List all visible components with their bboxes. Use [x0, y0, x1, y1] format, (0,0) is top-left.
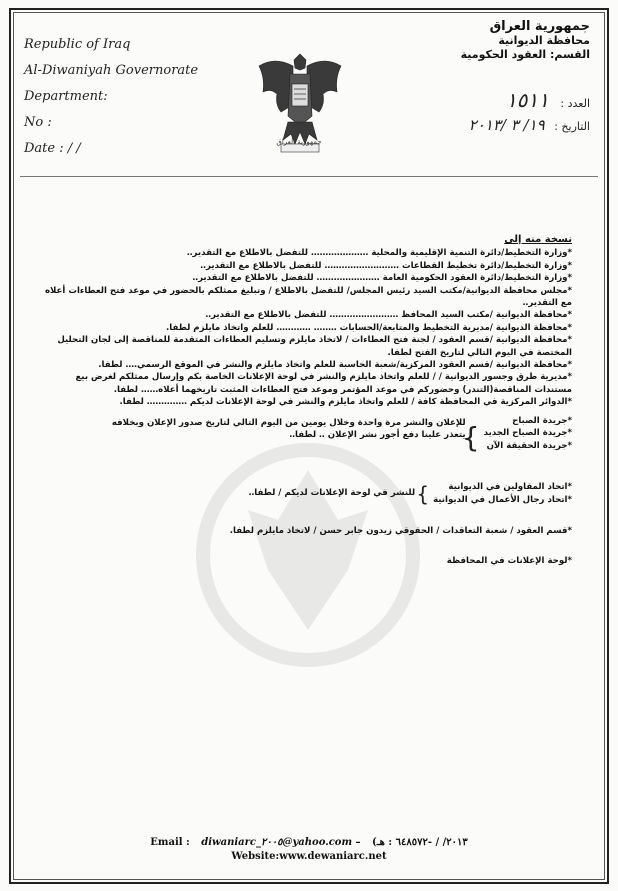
notice-board-line: *لوحة الإعلانات في المحافظة — [446, 556, 572, 567]
recipient-line: *وزارة التخطيط/دائرة العقود الحكومية العامة ‥‥‥‥‥‥‥‥‥‥‥ للتفضل بالاطلاع مع التقدير‥ — [192, 273, 572, 284]
recipient-line: *وزارة التخطيط/دائرة التنمية الإقليمية والمحلية ‥‥‥‥‥‥‥‥‥‥ للتفضل بالاطلاع مع التقدير‥ — [186, 248, 572, 259]
english-header — [24, 32, 224, 162]
arabic-header — [380, 20, 590, 62]
date-label-ar: التاريخ : — [554, 120, 590, 133]
newspapers-note — [112, 415, 466, 442]
header-divider — [20, 176, 598, 177]
union-item: *اتحاد المقاولين في الديوانية — [448, 482, 572, 493]
country-name: Republic of Iraq — [24, 37, 131, 52]
emblem-caption: جمهورية العراق — [276, 138, 322, 146]
newspaper-item: *جريدة الصباح — [512, 415, 572, 426]
newspapers-group — [40, 415, 572, 461]
brace-icon: } — [461, 420, 480, 454]
governorate-title-ar: محافظة الديوانية — [498, 34, 590, 47]
copy-to-heading: نسخة منه إلى — [504, 234, 572, 245]
union-item: *اتحاد رجال الأعمال في الديوانية — [433, 494, 572, 505]
contracts-line: *قسم العقود / شعبة التعاقدات / الحقوقي زيدون جابر حسن / لاتخاذ مايلزم لطفا. — [229, 525, 572, 536]
unions-list — [433, 481, 572, 506]
distribution-list — [40, 234, 572, 568]
number-label-en: No : — [24, 115, 52, 130]
unions-group — [40, 481, 572, 507]
email-label: Email : — [150, 837, 190, 848]
unions-note: للنشر في لوحة الإعلانات لديكم / لطفا‥ — [248, 488, 416, 499]
recipient-line: *الدوائر المركزية في المحافظة كافة / للعلم واتخاذ مايلزم والنشر في لوحة الإعلانات لديكم ‥‥‥‥‥‥‥ لطفا. — [119, 397, 572, 408]
contact-line — [20, 836, 598, 850]
website-address: Website:www.dewaniarc.net — [231, 851, 387, 862]
governorate-name: Al-Diwaniyah Governorate — [24, 63, 199, 78]
recipient-line: *محافظة الديوانية /مكتب السيد المحافظ ‥‥‥‥‥‥‥‥‥‥‥‥ للتفضل بالاطلاع مع التقدير‥ — [205, 310, 572, 321]
newspapers-note-line: يتعذر علينا دفع أجور نشر الإعلان ‥ لطفا‥ — [289, 430, 466, 441]
recipient-line: *محافظة الديوانية /قسم العقود المركزية/شعبة الحاسبة للعلم واتخاذ مايلزم والنشر في الموقع الرسمي‥‥ لطفا. — [98, 360, 572, 371]
reference-number — [506, 88, 590, 112]
department-title-ar: القسم: العقود الحكومية — [460, 48, 590, 61]
newspaper-item: *جريدة الصباح الجديد — [483, 428, 572, 439]
recipient-line: *محافظة الديوانية /مديرية التخطيط والمتابعة/الحسابات ‥‥‥‥ ‥‥‥‥‥‥ للعلم واتخاذ مايلزم لطفا. — [166, 322, 572, 333]
document-date — [469, 116, 590, 134]
newspapers-note-line: للإعلان والنشر مرة واحدة وخلال يومين من اليوم التالي لتاريخ صدور الإعلان وبخلافه — [111, 417, 466, 428]
number-value: ١٥١١ — [505, 88, 549, 112]
recipient-line: *مديرية طرق وجسور الديوانية / / للعلم واتخاذ مايلزم والنشر في لوحة الإعلانات الخاصة بكم وإرسال ممثلكم لغرض بيع مستندات المناقصة(التندر) وحضوركم في موعد المؤتمر وموعد فتح العطاءات المثبت تاريخهما أعلاه‥‥‥ لطفا. — [75, 372, 572, 395]
phone-number: (٢٠١٣/ / -٦٤٨٥٧٢ : هـ — [372, 837, 468, 848]
newspaper-item: *جريدة الحقيقة الآن — [486, 440, 572, 451]
brace-icon: } — [416, 481, 430, 506]
recipient-line: *مجلس محافظة الديوانية/مكتب السيد رئيس المجلس/ للتفضل بالاطلاع / وتبليغ ممثلكم بالحضور في موعد فتح العطاءات أعلاه مع التقدير‥ — [44, 285, 572, 309]
department-label: Department: — [24, 89, 108, 104]
date-value: ١٩/ ٣ /٢٠١٣ — [468, 116, 545, 134]
footer — [20, 836, 598, 864]
email-address: diwaniarc_٢٠٠٥@yahoo.com – — [201, 837, 361, 848]
republic-title-ar: جمهورية العراق — [489, 19, 590, 34]
number-label-ar: العدد : — [560, 97, 590, 110]
newspapers-list — [484, 415, 572, 452]
recipient-line: *وزارة التخطيط/دائرة تخطيط القطاعات ‥‥‥‥‥‥‥‥‥‥‥‥‥ للتفضل بالاطلاع مع التقدير‥ — [200, 260, 572, 271]
recipient-line: *محافظة الديوانية /قسم العقود / لجنة فتح العطاءات / لاتخاذ مايلزم وتسليم العطاءات المتقدمة للمناقصة إلى لجان التحليل المختصة في اليوم التالي لتاريخ الفتح لطفا. — [57, 335, 572, 358]
date-label-en: Date : / / — [24, 141, 81, 156]
